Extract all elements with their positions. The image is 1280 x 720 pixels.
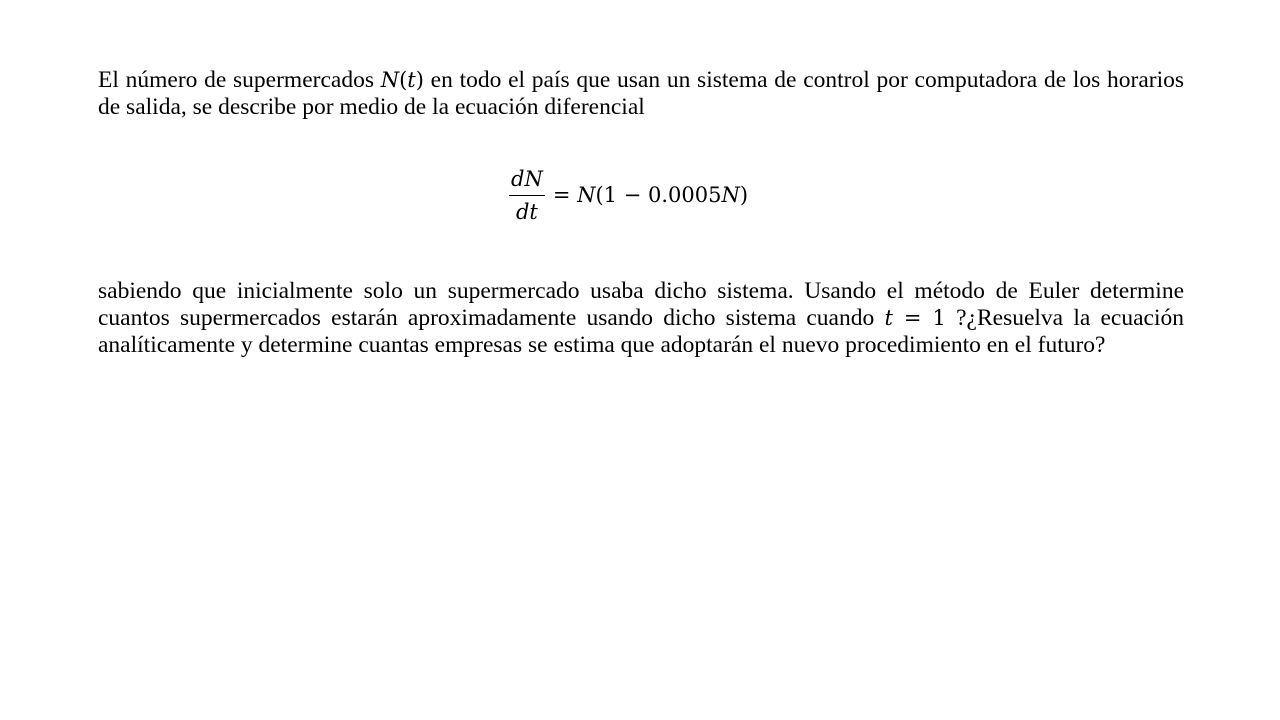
paragraph1-text-a: El número de supermercados [98,67,381,93]
paragraph2-text-a: sabiendo que inicialmente solo un supermercado usaba dicho sistema. Usando el método de Euler determine cuantos supermercados estarán aproximadamente usando dicho sistema cuando [98,278,1184,331]
paragraph2-text-b: ?¿Resuelva la ecuación analíticamente y determine cuantas empresas se estima que adoptarán el nuevo procedimiento en el futuro? [98,305,1184,358]
function-n-of-t: N(t) [380,68,424,92]
equation-right-hand-side [553,183,748,207]
paragraph1-text-b: en todo el país que usan un sistema de control por computadora de los horarios de salida, se describe por medio de la ecuación diferencial [98,67,1185,120]
derivative-fraction [509,166,545,225]
rhs-open: (1 − 0.0005 [595,183,722,207]
differential-equation [509,160,748,230]
rhs-variable-n-2: N [721,183,740,207]
math-t: t [407,68,416,92]
rhs-variable-n: N [577,183,596,207]
math-n: N [380,68,400,92]
fraction-denominator: dt [515,199,538,224]
condition-t-equals-1 [884,306,945,330]
math-t-var: t [884,306,893,330]
math-equals-one: = 1 [892,306,946,330]
problem-statement-paragraph [98,67,1184,121]
rhs-close: ) [739,183,749,207]
equals-sign: = [552,183,578,207]
fraction-numerator: dN [509,166,545,196]
question-paragraph [98,278,1184,359]
